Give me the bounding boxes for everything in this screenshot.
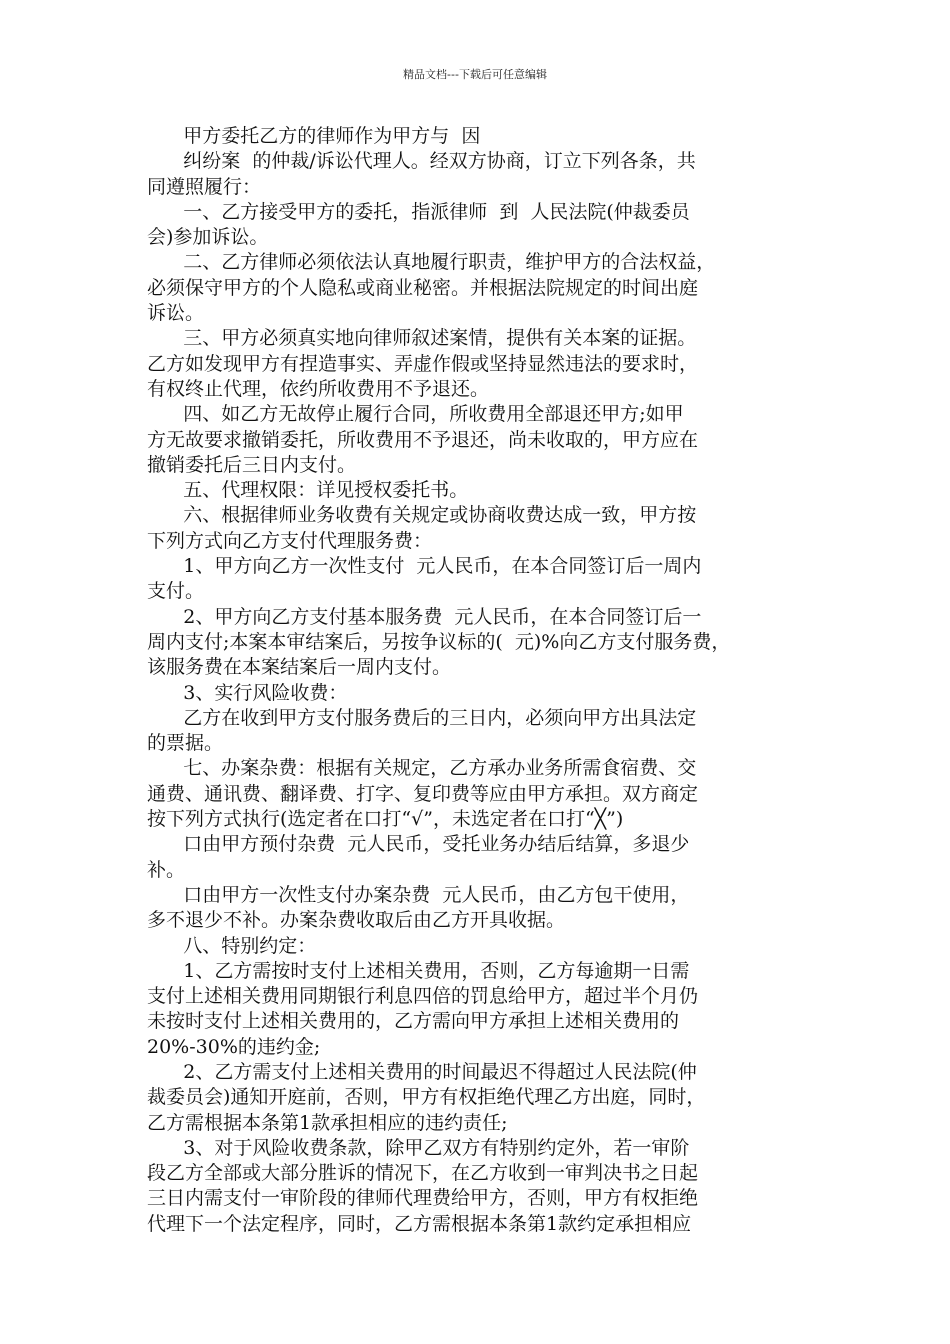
text-line: 裁委员会)通知开庭前，否则，甲方有权拒绝代理乙方出庭，同时， — [147, 1086, 706, 1109]
text-line: 1、甲方向乙方一次性支付 元人民币，在本合同签订后一周内 — [147, 555, 702, 578]
text-line: 的票据。 — [147, 732, 224, 755]
text-line: 口由甲方一次性支付办案杂费 元人民币，由乙方包干使用， — [147, 883, 690, 906]
text-line: 乙方如发现甲方有捏造事实、弄虚作假或坚持显然违法的要求时， — [147, 352, 699, 375]
text-line: 3、实行风险收费： — [147, 681, 348, 704]
text-line: 纠纷案 的仲裁/诉讼代理人。经双方协商，订立下列各条，共 — [147, 150, 696, 173]
page-header: 精品文档---下载后可任意编辑 — [403, 68, 547, 81]
text-line: 该服务费在本案结案后一周内支付。 — [147, 656, 452, 679]
text-line: 二、乙方律师必须依法认真地履行职责，维护甲方的合法权益， — [147, 251, 716, 274]
text-line: 八、特别约定： — [147, 934, 317, 957]
text-line: 段乙方全部或大部分胜诉的情况下，在乙方收到一审判决书之日起 — [147, 1162, 699, 1185]
text-line: 3、对于风险收费条款，除甲乙双方有特别约定外，若一审阶 — [147, 1136, 690, 1159]
text-line: 20%-30%的违约金; — [147, 1035, 321, 1058]
text-line: 口由甲方预付杂费 元人民币，受托业务办结后结算，多退少 — [147, 833, 690, 856]
text-line: 代理下一个法定程序，同时，乙方需根据本条第1款约定承担相应 — [147, 1212, 692, 1235]
text-line: 方无故要求撤销委托，所收费用不予退还，尚未收取的，甲方应在 — [147, 428, 699, 451]
text-line: 四、如乙方无故停止履行合同，所收费用全部退还甲方;如甲 — [147, 403, 684, 426]
text-line: 必须保守甲方的个人隐私或商业秘密。并根据法院规定的时间出庭 — [147, 276, 699, 299]
text-line: 2、甲方向乙方支付基本服务费 元人民币，在本合同签订后一 — [147, 605, 702, 628]
text-line: 一、乙方接受甲方的委托，指派律师 到 人民法院(仲裁委员 — [147, 200, 690, 223]
text-line: 多不退少不补。办案杂费收取后由乙方开具收据。 — [147, 909, 566, 932]
text-line: 六、根据律师业务收费有关规定或协商收费达成一致，甲方按 — [147, 504, 697, 527]
text-line: 七、办案杂费：根据有关规定，乙方承办业务所需食宿费、交 — [147, 757, 697, 780]
text-line: 支付。 — [147, 580, 205, 603]
text-line: 有权终止代理，依约所收费用不予退还。 — [147, 377, 490, 400]
text-line: 同遵照履行： — [147, 175, 262, 198]
text-line: 诉讼。 — [147, 302, 205, 325]
text-line: 撤销委托后三日内支付。 — [147, 453, 357, 476]
text-line: 五、代理权限：详见授权委托书。 — [147, 479, 469, 502]
text-line: 会)参加诉讼。 — [147, 226, 269, 249]
text-line: 补。 — [147, 858, 186, 881]
text-line: 通费、通讯费、翻译费、打字、复印费等应由甲方承担。双方商定 — [147, 782, 699, 805]
text-line: 乙方在收到甲方支付服务费后的三日内，必须向甲方出具法定 — [147, 706, 697, 729]
text-line: 2、乙方需支付上述相关费用的时间最迟不得超过人民法院(仲 — [147, 1060, 697, 1083]
text-line: 周内支付;本案本审结案后，另按争议标的( 元)%向乙方支付服务费， — [147, 630, 731, 653]
text-line: 1、乙方需按时支付上述相关费用，否则，乙方每逾期一日需 — [147, 959, 690, 982]
text-line: 未按时支付上述相关费用的，乙方需向甲方承担上述相关费用的 — [147, 1010, 680, 1033]
text-line: 甲方委托乙方的律师作为甲方与 因 — [147, 125, 481, 147]
text-line: 支付上述相关费用同期银行利息四倍的罚息给甲方，超过半个月仍 — [147, 985, 699, 1008]
text-line: 下列方式向乙方支付代理服务费： — [147, 529, 433, 552]
text-line: 三日内需支付一审阶段的律师代理费给甲方，否则，甲方有权拒绝 — [147, 1187, 699, 1210]
document-body — [147, 124, 807, 1237]
text-line: 乙方需根据本条第1款承担相应的违约责任; — [147, 1111, 508, 1134]
text-line: 按下列方式执行(选定者在口打“√”，未选定者在口打“╳”) — [147, 808, 624, 831]
text-line: 三、甲方必须真实地向律师叙述案情，提供有关本案的证据。 — [147, 327, 697, 350]
